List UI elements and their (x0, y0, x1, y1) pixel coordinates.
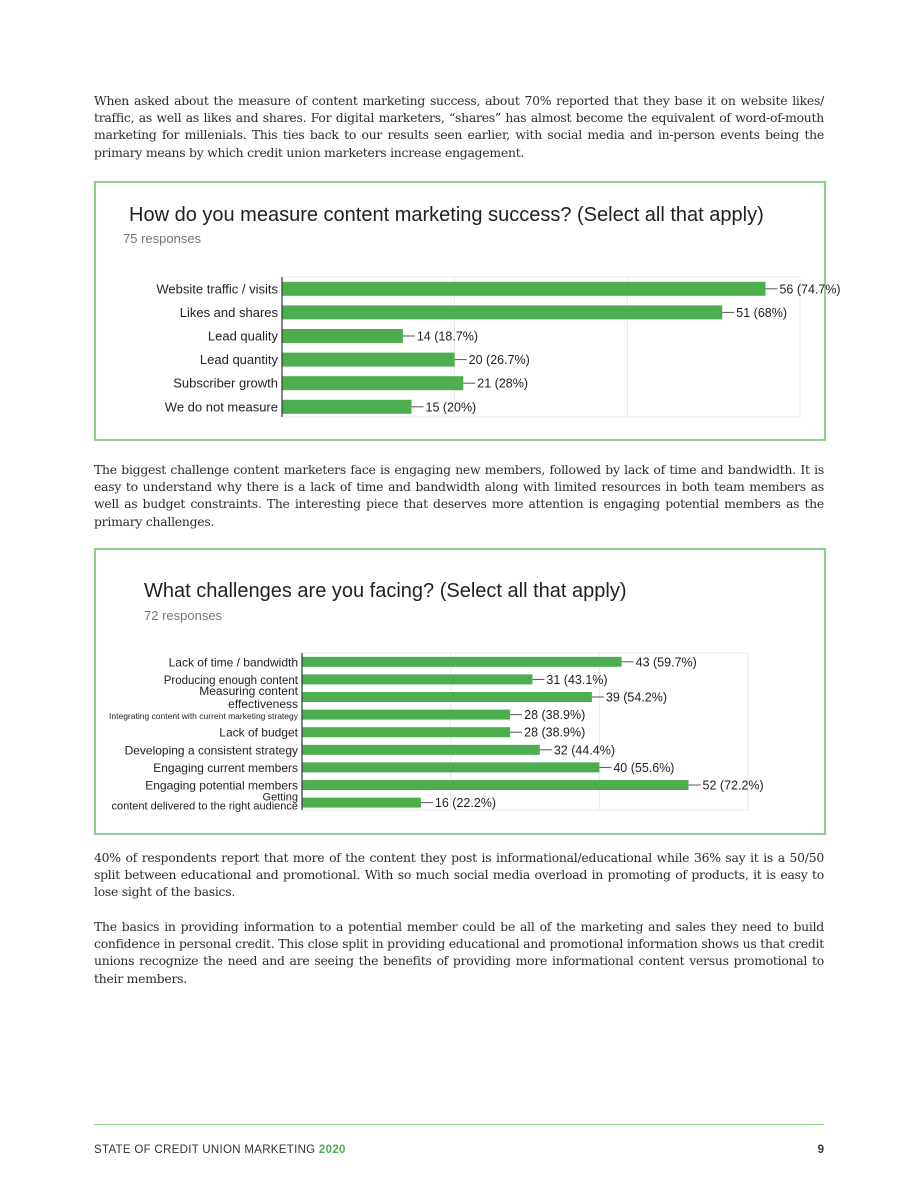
data-label: 40 (55.6%) (613, 760, 675, 775)
data-label: 16 (22.2%) (434, 796, 497, 811)
category-label: Subscriber growth (173, 375, 278, 391)
chart-title: How do you measure content marketing success? (Select all that apply) (129, 204, 764, 226)
category-label: Website traffic / visits (156, 281, 278, 297)
data-label: 52 (72.2%) (702, 778, 764, 793)
chart-bar (302, 710, 510, 720)
data-label: 15 (20%) (425, 400, 477, 415)
chart-bar (282, 353, 455, 367)
chart-measure-success (94, 181, 841, 441)
data-label: 28 (38.9%) (524, 725, 586, 740)
category-label: Lack of budget (219, 725, 298, 740)
category-label: Developing a consistent strategy (124, 743, 298, 758)
chart-bar (302, 780, 689, 790)
data-label: 51 (68%) (736, 305, 788, 320)
chart-bar (302, 745, 540, 755)
data-label: 21 (28%) (477, 376, 529, 391)
chart-bar (302, 798, 421, 808)
chart-bar (282, 400, 412, 414)
paragraph-challenges: The biggest challenge content marketers face is engaging new members, followed by lack of time and bandwidth. It is easy to understand why there is a lack of time and bandwidth along with limited resources in both team members as well as budget constraints. The interesting piece that deserves more attention is engaging potential members as the primary challenges. (94, 462, 824, 529)
data-label: 31 (43.1%) (546, 672, 608, 687)
chart-bar (302, 762, 599, 772)
data-label: 14 (18.7%) (416, 329, 479, 344)
chart-bar (282, 329, 403, 343)
category-label: Measuring content effectiveness (199, 684, 298, 711)
chart-bar (302, 674, 532, 684)
chart-bar (282, 376, 463, 390)
footer-year: 2020 (318, 1144, 346, 1156)
category-label: Producing enough content (163, 674, 298, 687)
category-label: Lack of time / bandwidth (168, 655, 298, 670)
category-label: Integrating content with current marketing strategy (109, 711, 298, 722)
chart-response-count: 72 responses (144, 608, 223, 623)
chart-bar (282, 305, 722, 319)
data-label: 39 (54.2%) (605, 690, 668, 705)
category-label: Lead quantity (199, 352, 278, 368)
chart-measure-success-plot (96, 183, 841, 439)
paragraph-basics: The basics in providing information to a potential member could be all of the marketing and sales they need to build confidence in personal credit. This close split in providing educational and promotional information shows us that credit unions recognize the need and are seeing the benefits of providing more informational content versus promotional to their members. (94, 919, 824, 986)
chart-title: What challenges are you facing? (Select all that apply) (144, 580, 627, 602)
category-label: Likes and shares (179, 304, 278, 320)
chart-bar (302, 657, 622, 667)
chart-challenges (94, 548, 826, 835)
chart-bar (302, 692, 592, 702)
paragraph-content-type: 40% of respondents report that more of the content they post is informational/educational while 36% say it is a 50/50 split between educational and promotional. With so much social media overload in promoting of products, it is easy to lose sight of the basics. (94, 850, 824, 900)
footer-divider (94, 1124, 824, 1125)
chart-challenges-plot (96, 550, 824, 833)
category-label: Lead quality (207, 328, 278, 344)
data-label: 56 (74.7%) (779, 282, 841, 297)
category-label: Engaging potential members (145, 778, 298, 793)
category-label: We do not measure (164, 399, 278, 415)
data-label: 32 (44.4%) (553, 743, 616, 758)
page-number: 9 (817, 1144, 824, 1156)
category-label: Getting content delivered to the right audience (111, 791, 298, 813)
footer-report-title (94, 1144, 346, 1156)
footer-title-text: STATE OF CREDIT UNION MARKETING (94, 1144, 316, 1156)
chart-bar (282, 282, 765, 296)
data-label: 20 (26.7%) (468, 353, 530, 368)
data-label: 28 (38.9%) (524, 708, 586, 723)
paragraph-intro: When asked about the measure of content marketing success, about 70% reported that they base it on website likes/ traffic, as well as likes and shares. For digital marketers, “shares” has almost become the equivalent of word-of-mouth marketing for millenials. This ties back to our results seen earlier, with social media and in-person events being the primary means by which credit union marketers increase engagement. (94, 93, 824, 160)
category-label: Engaging current members (153, 760, 298, 775)
chart-bar (302, 727, 510, 737)
chart-response-count: 75 responses (123, 231, 202, 246)
data-label: 43 (59.7%) (635, 655, 697, 670)
